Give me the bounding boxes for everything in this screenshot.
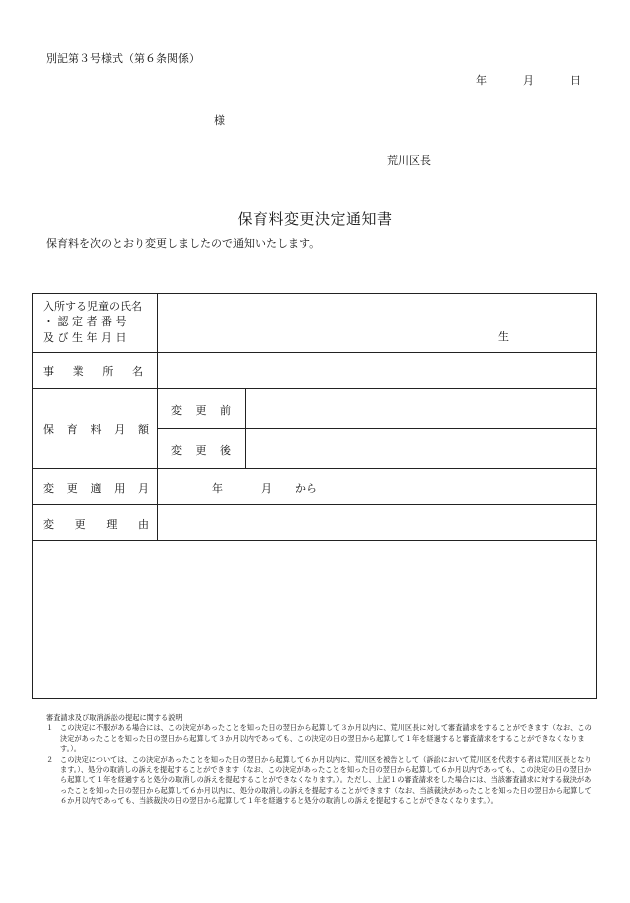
note-number: ２ (46, 754, 54, 764)
facility-label-char: 業 (72, 365, 84, 378)
before-label-char: 更 (195, 404, 207, 417)
fee-label-char: 額 (138, 423, 149, 436)
effective-month-unit: 月 (261, 482, 272, 495)
monthly-fee-label (43, 421, 149, 437)
note-text: この決定に不服がある場合には、この決定があったことを知った日の翌日から起算して３か月以内に、荒川区長に対して審査請求をすることができます（なお、この決定があったことを知った日の翌日から起算して３か月以内であっても、この決定の日の翌日から起算して１年を経過すると審査請求をすることができなくなります。）。 (60, 723, 592, 754)
notes-heading: 審査請求及び取消訴訟の提起に関する説明 (46, 713, 183, 722)
after-label-char: 後 (220, 444, 231, 457)
date-day-label: 日 (570, 74, 581, 87)
reason-label-char: 更 (74, 518, 86, 531)
cert-number-label: ・ 認 定 者 番 号 (43, 315, 127, 328)
note-number: １ (46, 723, 54, 733)
date-year-label: 年 (476, 74, 487, 87)
intro-text: 保育料を次のとおり変更しましたので通知いたします。 (46, 237, 321, 250)
facility-label-char: 所 (102, 365, 114, 378)
sender-name: 荒川区長 (387, 154, 431, 167)
date-month-label: 月 (523, 74, 534, 87)
note-text: この決定については、この決定があったことを知った日の翌日から起算して６か月以内に、荒川区を被告として（訴訟において荒川区を代表する者は荒川区長となります。）、処分の取消しの訴えを提起することができます（なお、この決定があったことを知った日の翌日から起算して６か月以内であっても、この決定の日の翌日から起算して１年を経過すると処分の取消しの訴えを提起することができなくなります。）。ただし、上記１の審査請求をした場合には、当該審査請求に対する裁決があったことを知った日の翌日から起算して６か月以内に、処分の取消しの訴えを提起することができます（なお、当該裁決があったことを知った日の翌日から起算して６か月以内であっても、当該裁決の日の翌日から起算して１年を経過すると処分の取消しの訴えを提起することができなくなります。）。 (60, 754, 592, 806)
before-label-char: 変 (171, 404, 182, 417)
effective-year-unit: 年 (212, 482, 223, 495)
effective-label-char: 用 (114, 482, 126, 495)
effective-label-char: 変 (43, 482, 54, 495)
birthdate-label: 及 び 生 年 月 日 (43, 331, 127, 344)
after-change-label (171, 442, 231, 458)
fee-label-char: 育 (66, 423, 78, 436)
recipient-suffix: 様 (214, 114, 225, 127)
reason-label-char: 変 (43, 518, 54, 531)
effective-label-char: 月 (138, 482, 149, 495)
reason-label-char: 理 (106, 518, 118, 531)
form-number: 別記第３号様式（第６条関係） (46, 52, 200, 65)
before-label-char: 前 (220, 404, 231, 417)
facility-name-label (43, 363, 143, 379)
effective-label-char: 更 (66, 482, 78, 495)
reason-label-char: 由 (137, 518, 149, 531)
birth-suffix: 生 (498, 330, 509, 343)
fee-label-char: 保 (43, 423, 54, 436)
child-name-label: 入所する児童の氏名 (43, 300, 142, 313)
change-reason-label (43, 516, 149, 532)
note-item (46, 723, 594, 754)
before-change-label (171, 402, 231, 418)
appeal-notes (46, 713, 594, 807)
effective-label-char: 適 (90, 482, 102, 495)
notice-table (32, 293, 597, 699)
effective-from-text: から (295, 482, 317, 495)
note-item (46, 755, 594, 807)
facility-label-char: 事 (43, 365, 54, 378)
facility-label-char: 名 (131, 365, 143, 378)
after-label-char: 変 (171, 444, 182, 457)
document-title: 保育料変更決定通知書 (237, 210, 393, 228)
effective-month-label (43, 480, 149, 496)
fee-label-char: 月 (114, 423, 126, 436)
after-label-char: 更 (195, 444, 207, 457)
fee-label-char: 料 (90, 423, 102, 436)
